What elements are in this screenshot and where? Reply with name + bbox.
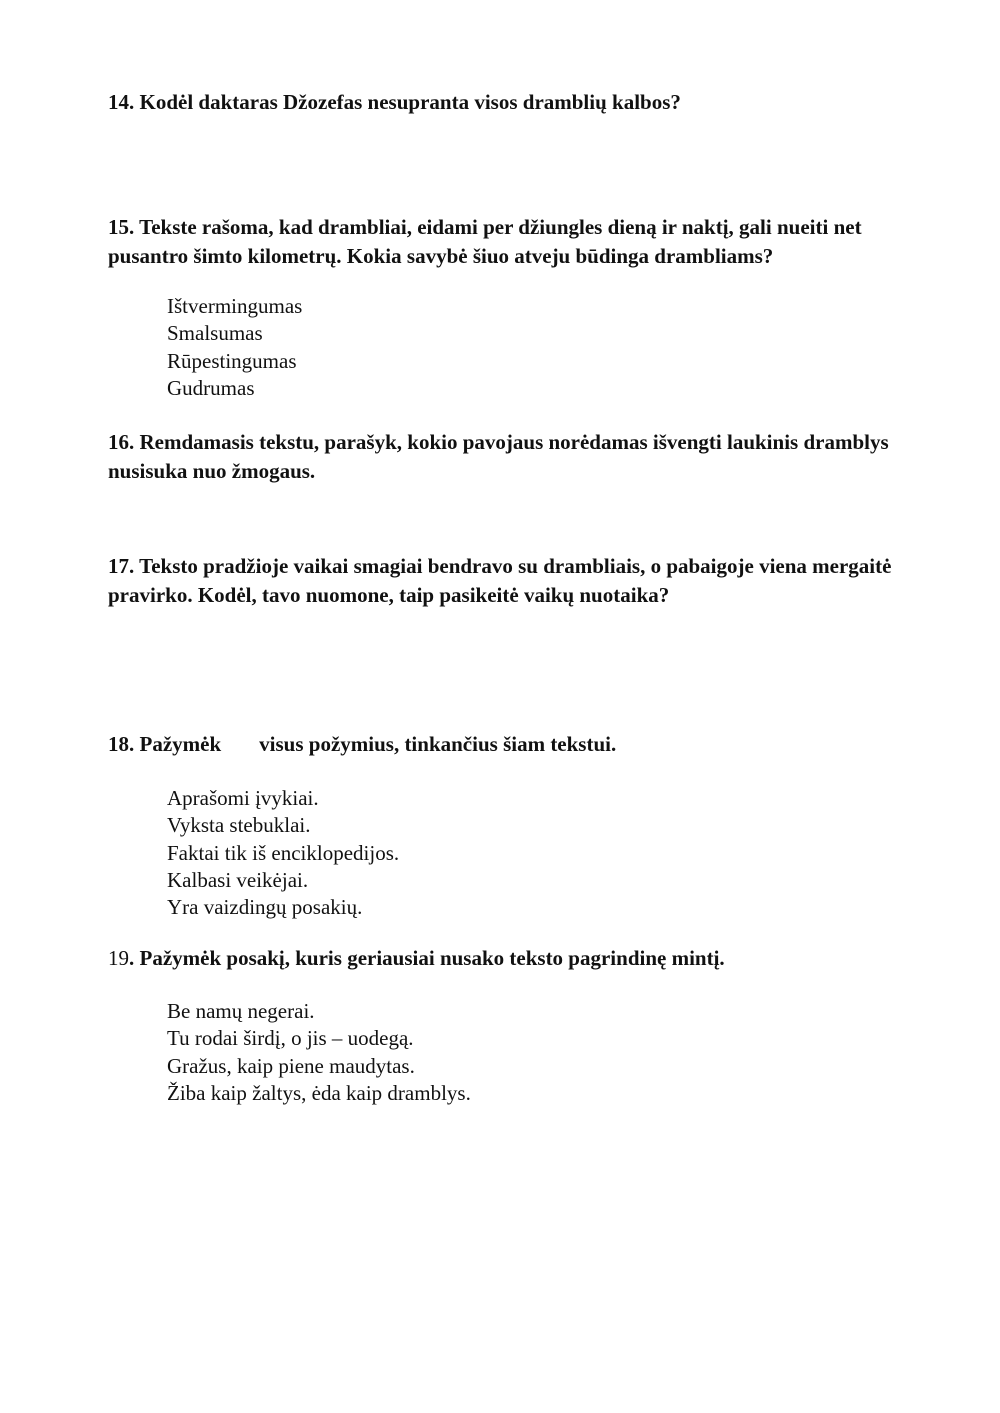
option-item[interactable]: Ištvermingumas — [167, 294, 303, 318]
option-item[interactable]: Rūpestingumas — [167, 348, 297, 373]
option-item[interactable]: Be namų negerai. — [167, 999, 315, 1023]
option-item[interactable]: Žiba kaip žaltys, ėda kaip dramblys. — [167, 1080, 471, 1105]
question-15: 15. Tekste rašoma, kad drambliai, eidami per džiungles dieną ir naktį, gali nueiti net pusantro šimto kilometrų. Kokia savybė šiuo atveju būdinga drambliams? — [108, 215, 862, 268]
option-item[interactable]: Faktai tik iš enciklopedijos. — [167, 840, 400, 865]
option-item[interactable]: Gražus, kaip piene maudytas. — [167, 1053, 415, 1078]
option-item[interactable]: Vyksta stebuklai. — [167, 813, 311, 838]
question-19-text: . Pažymėk posakį, kuris geriausiai nusako teksto pagrindinę mintį. — [129, 946, 725, 970]
question-15-options — [167, 293, 302, 402]
option-item[interactable]: Aprašomi įvykiai. — [167, 786, 319, 810]
option-item[interactable]: Yra vaizdingų posakių. — [167, 895, 363, 920]
option-item[interactable]: Gudrumas — [167, 375, 255, 400]
question-17: 17. Teksto pradžioje vaikai smagiai bendravo su drambliais, o pabaigoje viena mergaitė pravirko. Kodėl, tavo nuomone, taip pasikeitė vaikų nuotaika? — [108, 554, 892, 607]
option-item[interactable]: Kalbasi veikėjai. — [167, 867, 309, 892]
question-18-part2: visus požymius, tinkančius šiam tekstui. — [259, 732, 617, 756]
question-19 — [108, 944, 938, 973]
question-19-options — [167, 998, 471, 1107]
question-19-number: 19 — [108, 946, 129, 970]
question-18-options — [167, 785, 399, 921]
option-item[interactable]: Tu rodai širdį, o jis – uodegą. — [167, 1026, 414, 1051]
question-18-part1: 18. Pažymėk — [108, 732, 222, 756]
question-18 — [108, 730, 938, 759]
option-item[interactable]: Smalsumas — [167, 321, 263, 346]
question-14: 14. Kodėl daktaras Džozefas nesupranta visos dramblių kalbos? — [108, 90, 681, 114]
question-16: 16. Remdamasis tekstu, parašyk, kokio pavojaus norėdamas išvengti laukinis dramblys nusisuka nuo žmogaus. — [108, 430, 889, 483]
